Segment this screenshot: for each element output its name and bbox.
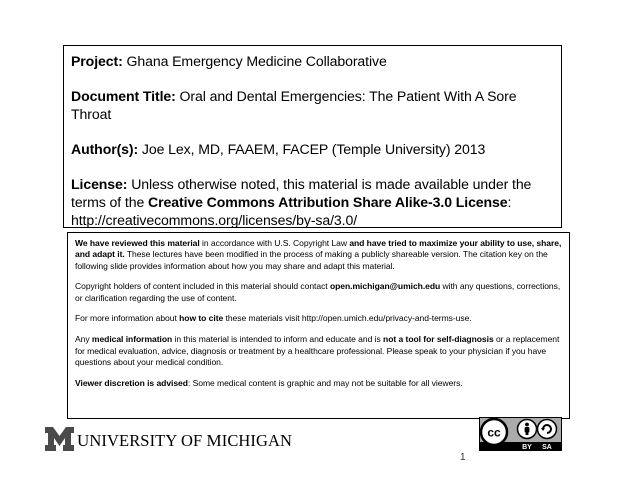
block-m-icon bbox=[45, 427, 74, 451]
header-info-box bbox=[63, 45, 562, 228]
copyright-text-1: Copyright holders of content included in this material should contact bbox=[75, 281, 330, 292]
cite-text-2: these materials visit http://open.umich.edu/privacy-and-terms-use. bbox=[223, 313, 472, 324]
medical-bold-2: not a tool for self-diagnosis bbox=[383, 334, 494, 345]
cite-bold: how to cite bbox=[179, 313, 224, 324]
review-bold-1: We have reviewed this material bbox=[75, 238, 200, 248]
document-title-label: Document Title: bbox=[71, 88, 176, 104]
contact-email: open.michigan@umich.edu bbox=[329, 281, 441, 292]
cite-paragraph bbox=[75, 313, 564, 324]
medical-paragraph bbox=[75, 334, 564, 368]
review-text-1: in accordance with U.S. Copyright Law bbox=[199, 238, 350, 248]
discretion-paragraph bbox=[75, 378, 564, 389]
document-title-line bbox=[71, 87, 555, 123]
cc-badge-graphic bbox=[479, 417, 562, 451]
project-label: Project: bbox=[71, 53, 123, 69]
project-line bbox=[71, 52, 555, 70]
university-name: UNIVERSITY OF MICHIGAN bbox=[77, 431, 293, 450]
copyright-text-2: with any questions, corrections, or clarification regarding the use of content. bbox=[75, 281, 561, 303]
by-label: BY bbox=[522, 444, 532, 451]
cc-by-sa-badge[interactable] bbox=[479, 417, 562, 451]
author-label: Author(s): bbox=[71, 141, 139, 157]
license-line bbox=[71, 175, 555, 229]
author-value: Joe Lex, MD, FAAEM, FACEP (Temple University) 2013 bbox=[138, 141, 486, 157]
cite-text-1: For more information about bbox=[75, 313, 180, 324]
medical-text-3: or a replacement for medical evaluation, advice, diagnosis or treatment by a healthcare professional. Please speak to your physician if you have questions about your medical condition. bbox=[75, 334, 560, 367]
notice-box bbox=[67, 232, 570, 419]
review-text-2: These lectures have been modified in the process of making a publicly shareable version. The citation key on the following slide provides information about how you may share and adapt this material. bbox=[75, 249, 548, 271]
review-paragraph bbox=[75, 238, 564, 272]
project-value: Ghana Emergency Medicine Collaborative bbox=[122, 53, 387, 69]
review-bold-2: and have tried to maximize your ability to use, share, and adapt it. bbox=[75, 238, 562, 260]
discretion-text: : Some medical content is graphic and may not be suitable for all viewers. bbox=[187, 377, 463, 388]
university-of-michigan-logo bbox=[45, 425, 292, 451]
medical-text-1: Any bbox=[75, 334, 92, 345]
author-line bbox=[71, 140, 555, 158]
page-number: 1 bbox=[460, 452, 466, 463]
medical-text-2: in this material is intended to inform and educate and is bbox=[172, 334, 384, 345]
discretion-bold: Viewer discretion is advised bbox=[75, 377, 188, 388]
license-name: Creative Commons Attribution Share Alike-3.0 License bbox=[148, 194, 508, 210]
license-text-2: : http://creativecommons.org/licenses/by-sa/3.0/ bbox=[71, 194, 512, 228]
sa-label: SA bbox=[542, 444, 552, 451]
cc-logo-text: cc bbox=[487, 425, 501, 440]
document-title-value: Oral and Dental Emergencies: The Patient With A Sore Throat bbox=[71, 88, 517, 122]
license-text-1: Unless otherwise noted, this material is made available under the terms of the bbox=[71, 176, 532, 210]
medical-bold-1: medical information bbox=[91, 334, 173, 345]
share-alike-icon bbox=[538, 420, 557, 439]
copyright-paragraph bbox=[75, 281, 564, 304]
license-label: License: bbox=[71, 176, 128, 192]
